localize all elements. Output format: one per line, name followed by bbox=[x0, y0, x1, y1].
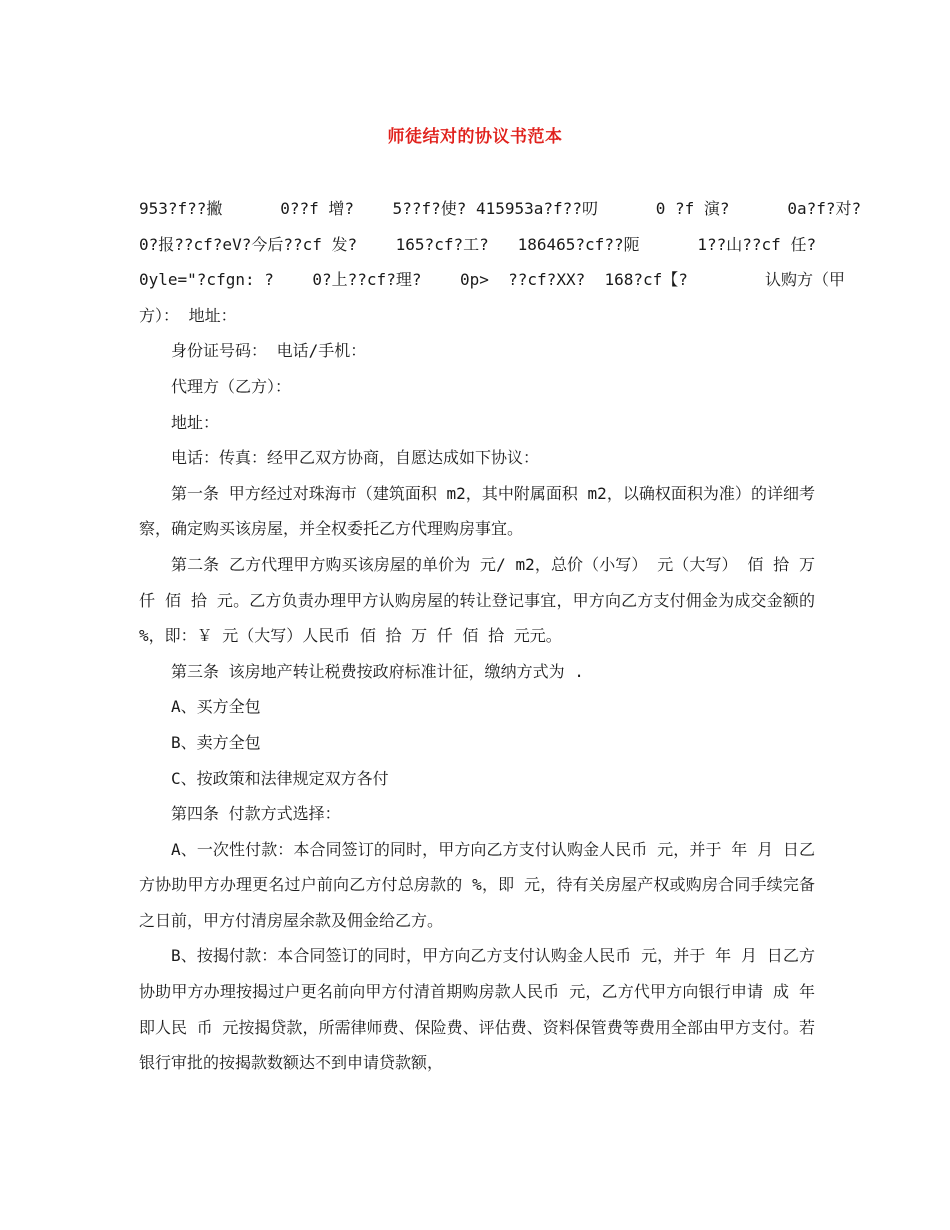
agent-address-line: 地址： bbox=[171, 412, 220, 432]
garbled-line: 0yle="?cfgn: ? 0?上??cf?理? 0p> ??cf?XX? 168?cf【? 认购方（甲 bbox=[139, 270, 845, 290]
option-b: B、卖方全包 bbox=[171, 732, 261, 752]
article-3: 第三条 该房地产转让税费按政府标准计征，缴纳方式为 . bbox=[171, 661, 584, 681]
article-4: 第四条 付款方式选择： bbox=[171, 804, 341, 824]
option-a: A、买方全包 bbox=[171, 697, 261, 717]
document-title: 师徒结对的协议书范本 bbox=[387, 127, 563, 147]
agent-party-line: 代理方（乙方）： bbox=[171, 376, 292, 396]
payment-option-b: B、按揭付款：本合同签订的同时，甲方向乙方支付认购金人民币 元，并于 年 月 日乙方协助甲方办理按揭过户更名前向甲方付清首期购房款人民币 元，乙方代甲方向银行申请 成 年即人民 币 元按揭贷款，所需律师费、保险费、评估费、资料保管费等费用全部由甲方支付。若银行审批的按揭款数额达不到申请贷款额， bbox=[139, 946, 815, 1073]
phone-fax-line: 电话：传真：经甲乙双方协商，自愿达成如下协议： bbox=[171, 448, 540, 468]
id-phone-line: 身份证号码： 电话/手机： bbox=[171, 341, 367, 361]
option-c: C、按政策和法律规定双方各付 bbox=[171, 768, 389, 788]
article-2: 第二条 乙方代理甲方购买该房屋的单价为 元/ m2，总价（小写） 元（大写） 佰 拾 万 仟 佰 拾 元。乙方负责办理甲方认购房屋的转让登记事宜，甲方向乙方支付佣金为成交金额的 %，即：￥ 元（大写）人民币 佰 拾 万 仟 佰 拾 元元。 bbox=[139, 554, 815, 646]
buyer-address-line: 方）： 地址： bbox=[139, 305, 237, 325]
payment-option-a: A、一次性付款：本合同签订的同时，甲方向乙方支付认购金人民币 元，并于 年 月 日乙方协助甲方办理更名过户前向乙方付总房款的 %，即 元，待有关房屋产权或购房合同手续完备之日前，甲方付清房屋余款及佣金给乙方。 bbox=[139, 839, 815, 930]
garbled-line: 0?报??cf?eV?今后??cf 发? 165?cf?工? 186465?cf??阨 1??山??cf 任? bbox=[139, 234, 817, 254]
article-1: 第一条 甲方经过对珠海市（建筑面积 m2，其中附属面积 m2，以确权面积为准）的详细考察，确定购买该房屋，并全权委托乙方代理购房事宜。 bbox=[139, 483, 815, 539]
document-body bbox=[139, 191, 862, 1081]
garbled-line: 953?f??撇 0??f 增? 5??f?使? 415953a?f??叨 0 ?f 演? 0a?f?对? bbox=[139, 199, 862, 218]
